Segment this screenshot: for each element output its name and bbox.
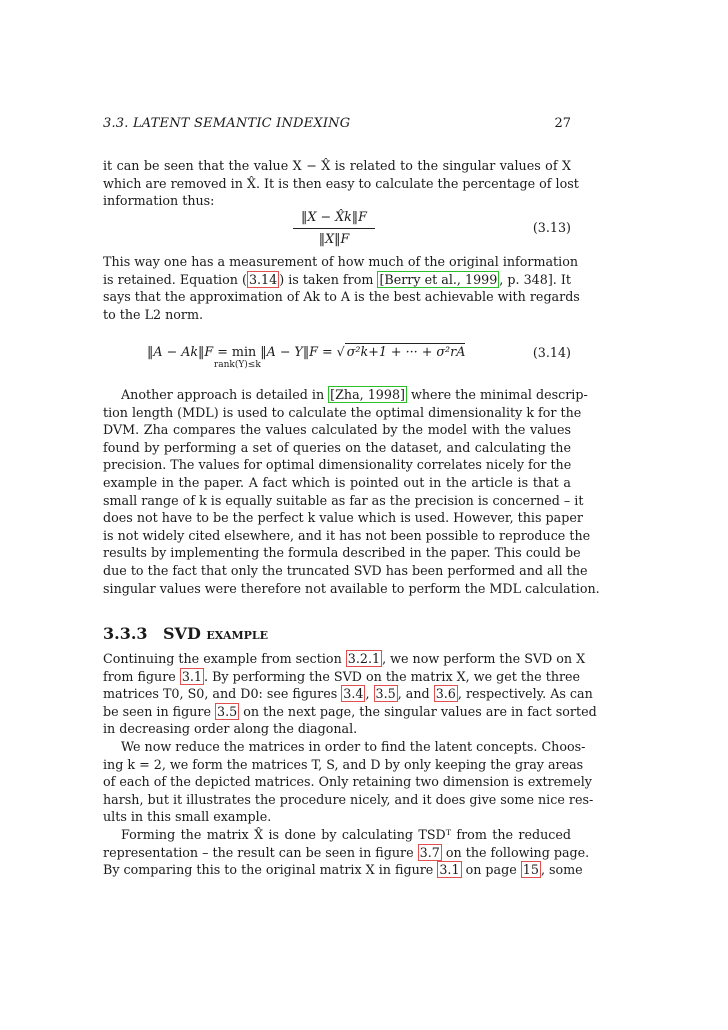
text-line: singular values were therefore not available to perform the MDL calculation. (103, 580, 600, 596)
text-line: Forming the matrix X̂ is done by calculating TSDᵀ from the reduced (121, 827, 571, 842)
text-line: which are removed in X̂. It is then easy to calculate the percentage of lost (103, 175, 579, 191)
figure-reference-link[interactable]: 3.5 (217, 703, 238, 719)
text-line: harsh, but it illustrates the procedure nicely, and it does give some nice res- (103, 791, 594, 807)
running-header (103, 116, 571, 134)
equation-lhs: ‖A − Ak‖F = (147, 344, 228, 359)
text-line: results by implementing the formula described in the paper. This could be (103, 545, 581, 561)
text-line: Continuing the example from section 3.2.1 , we now perform the SVD on X (103, 651, 586, 666)
text-line: is retained. Equation ( 3.14 ) is taken from [Berry et al., 1999 , p. 348]. It (103, 271, 571, 287)
equation-reference-link[interactable]: 3.14 (248, 271, 278, 287)
text-line: be seen in figure 3.5 on the next page, the singular values are in fact sorted (103, 703, 597, 719)
text-line: ults in this small example. (103, 809, 272, 825)
text-line: This way one has a measurement of how much of the original information (103, 254, 579, 269)
text-line: in decreasing order along the diagonal. (103, 721, 358, 737)
paragraph-2 (103, 253, 580, 323)
figure-reference-link[interactable]: 3.5 (375, 686, 396, 702)
fraction-bar (293, 228, 375, 229)
paragraph-6 (103, 826, 590, 879)
text-line: due to the fact that only the truncated SVD has been performed and all the (103, 562, 588, 578)
text-line: example in the paper. A fact which is pointed out in the article is that a (103, 474, 571, 490)
text-line: precision. The values for optimal dimensionality correlates nicely for the (103, 457, 572, 473)
text-line: says that the approximation of Ak to A is the best achievable with regards (103, 289, 580, 305)
text-line: representation – the result can be seen in figure 3.7 on the following page. (103, 844, 590, 860)
paragraph-5 (103, 738, 594, 826)
section-number: 3.3.3 (103, 624, 148, 643)
equation-3-13 (293, 209, 375, 246)
equation-number: (3.14) (532, 345, 571, 360)
page-reference-link[interactable]: 15 (522, 862, 539, 878)
text-line: By comparing this to the original matrix X in figure 3.1 on page 15 , some (103, 862, 583, 878)
text-line: We now reduce the matrices in order to find the latent concepts. Choos- (121, 739, 586, 754)
equation-3-14: ‖A − Ak‖F = min rank(Y)≤k ‖A − Y‖F = √ σ²k+1 + ··· + σ²rA (147, 344, 466, 370)
paragraph-1 (103, 157, 579, 210)
citation-link[interactable]: [Zha, 1998] (330, 387, 405, 402)
figure-reference-link[interactable]: 3.4 (343, 686, 364, 702)
section-title: SVD example (163, 624, 269, 643)
figure-reference-link[interactable]: 3.7 (419, 844, 440, 860)
section-reference-link[interactable]: 3.2.1 (347, 651, 381, 666)
equation-middle: ‖A − Y‖F = (260, 344, 333, 359)
equation-rhs: σ²k+1 + ··· + σ²rA (346, 344, 466, 359)
text-line: it can be seen that the value X − X̂ is related to the singular values of X (103, 158, 571, 173)
min-subscript: rank(Y)≤k (213, 360, 261, 370)
header-page-number: 27 (554, 116, 571, 131)
paragraph-4 (103, 650, 597, 738)
text-line: of each of the depicted matrices. Only retaining two dimension is extremely (103, 774, 592, 790)
text-line: from figure 3.1 . By performing the SVD on the matrix X, we get the three (103, 668, 581, 684)
text-line: Another approach is detailed in [Zha, 1998] where the minimal descrip- (121, 387, 588, 402)
citation-link[interactable]: [Berry et al., 1999 (379, 271, 498, 287)
text-line: does not have to be the perfect k value which is used. However, this paper (103, 510, 583, 526)
text-line: is not widely cited elsewhere, and it has not been possible to reproduce the (103, 527, 591, 543)
section-heading (103, 624, 268, 643)
text-line: found by performing a set of queries on the dataset, and calculating the (103, 439, 571, 455)
header-section-title: 3.3. LATENT SEMANTIC INDEXING (103, 116, 351, 131)
text-line: ing k = 2, we form the matrices T, S, and D by only keeping the gray areas (103, 756, 584, 772)
text-line: tion length (MDL) is used to calculate the optimal dimensionality k for the (103, 404, 582, 420)
equation-number: (3.13) (532, 220, 571, 235)
equation-numerator: ‖X − X̂k‖F (301, 209, 367, 224)
min-operator: min rank(Y)≤k (213, 344, 261, 370)
text-line: to the L2 norm. (103, 306, 204, 322)
paragraph-3 (103, 386, 600, 597)
figure-reference-link[interactable]: 3.1 (439, 862, 460, 878)
text-line: matrices T0, S0, and D0: see figures 3.4 , 3.5 , and 3.6 , respectively. As can (103, 686, 593, 702)
figure-reference-link[interactable]: 3.1 (181, 668, 203, 684)
text-line: information thus: (103, 193, 215, 209)
figure-reference-link[interactable]: 3.6 (435, 686, 456, 702)
text-line: small range of k is equally suitable as far as the precision is concerned – it (103, 492, 584, 508)
text-line: DVM. Zha compares the values calculated by the model with the values (103, 422, 571, 438)
equation-denominator: ‖X‖F (318, 231, 350, 246)
